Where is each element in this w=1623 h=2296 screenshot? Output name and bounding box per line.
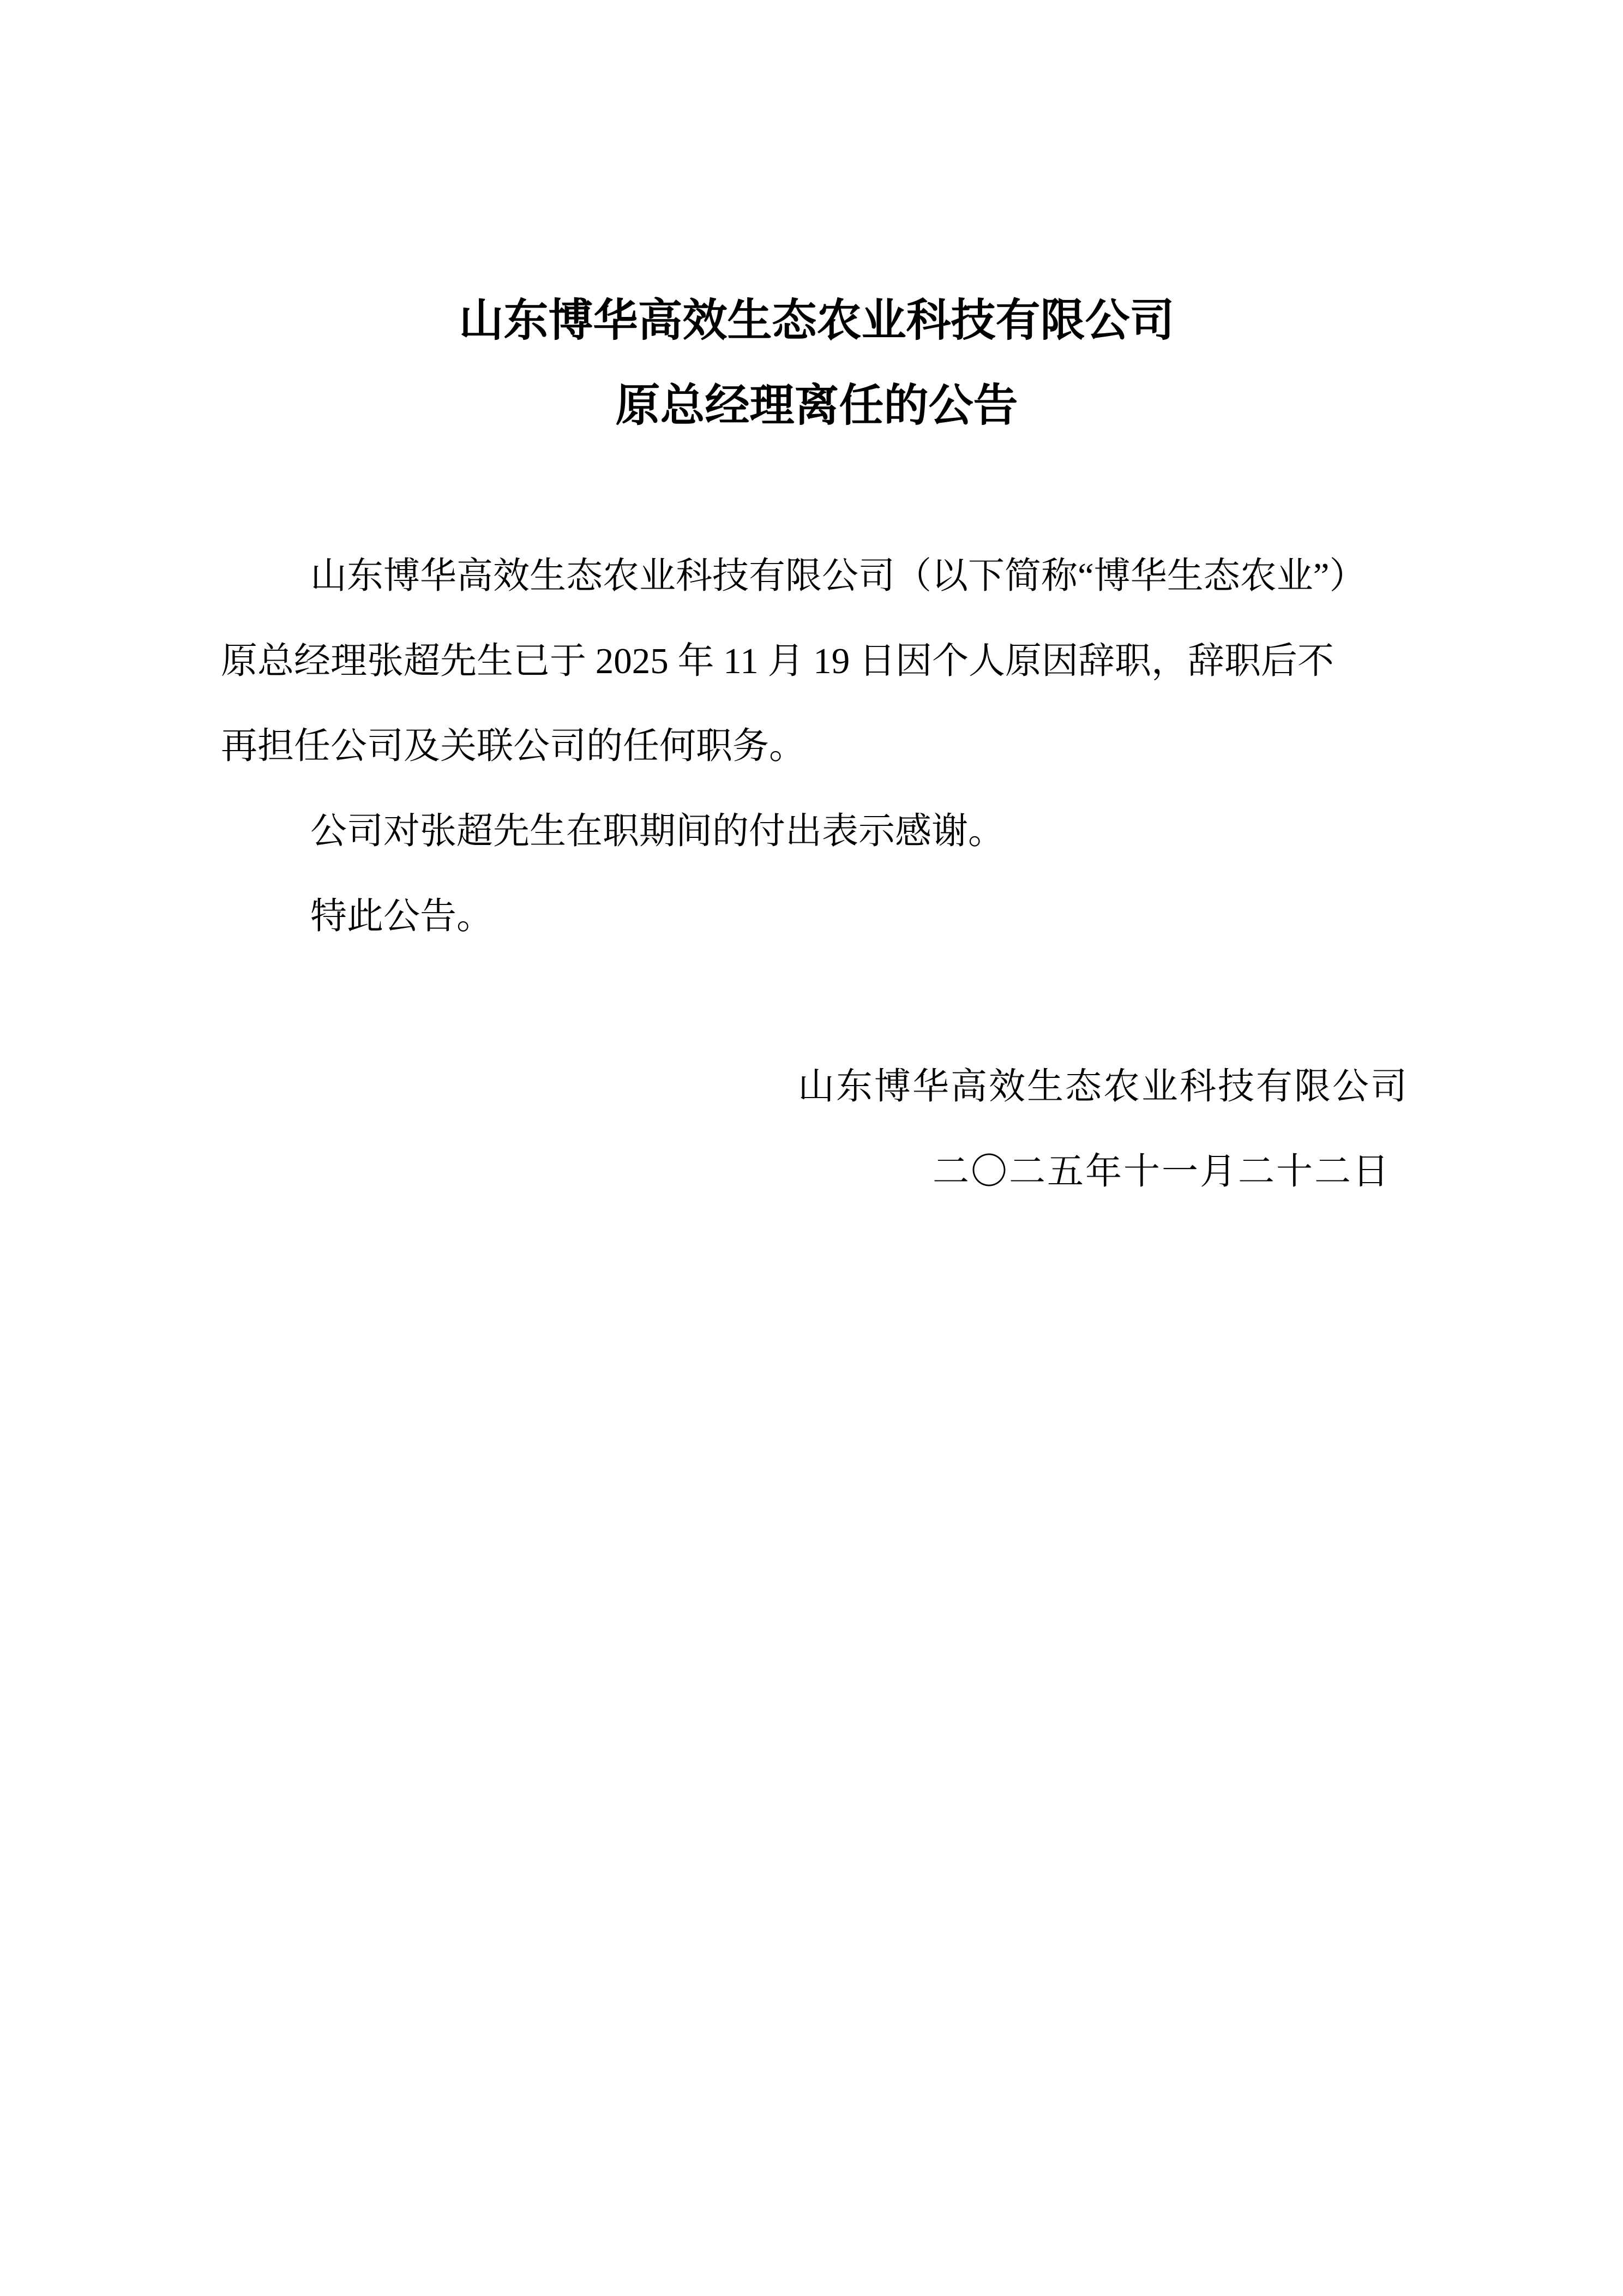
paragraph2-line1: 公司对张超先生在职期间的付出表示感谢。: [310, 811, 1005, 852]
signature-date: 二〇二五年十一月二十二日: [933, 1152, 1391, 1192]
spacer: [221, 959, 1412, 1044]
signature-company-name: 山东博华高效生态农业科技有限公司: [798, 1066, 1409, 1107]
spacer: [221, 448, 1412, 533]
document-title-line1: 山东博华高效生态农业科技有限公司: [459, 296, 1175, 345]
paragraph3-line1: 特此公告。: [310, 896, 493, 937]
paragraph1-line3: 再担任公司及关联公司的任何职务。: [221, 726, 806, 766]
document-content: [221, 278, 1412, 1214]
paragraph1-line1: 山东博华高效生态农业科技有限公司（以下简称“博华生态农业”）: [310, 556, 1366, 596]
document-title-line2: 原总经理离任的公告: [615, 381, 1018, 430]
paragraph1-line2: 原总经理张超先生已于 2025 年 11 月 19 日因个人原因辞职，辞职后不: [221, 641, 1335, 681]
